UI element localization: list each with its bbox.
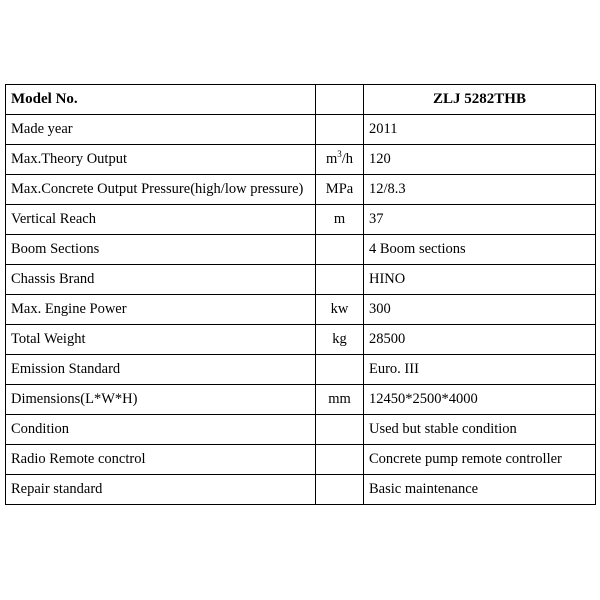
- unit-superscript: 3: [337, 149, 342, 160]
- row-label: Boom Sections: [6, 235, 316, 265]
- row-label: Total Weight: [6, 325, 316, 355]
- row-value: 12/8.3: [364, 175, 596, 205]
- table-row: [6, 415, 596, 445]
- row-label: Condition: [6, 415, 316, 445]
- row-value: 12450*2500*4000: [364, 385, 596, 415]
- row-unit: [316, 445, 364, 475]
- row-unit: [316, 355, 364, 385]
- table-row: [6, 325, 596, 355]
- specification-table-wrapper: [5, 84, 595, 505]
- row-label: Max. Engine Power: [6, 295, 316, 325]
- row-unit: [316, 265, 364, 295]
- row-unit: [316, 115, 364, 145]
- row-unit: kg: [316, 325, 364, 355]
- table-row: [6, 175, 596, 205]
- row-value: 4 Boom sections: [364, 235, 596, 265]
- row-unit: [316, 145, 364, 175]
- table-row: [6, 115, 596, 145]
- row-label: Vertical Reach: [6, 205, 316, 235]
- row-label: Chassis Brand: [6, 265, 316, 295]
- header-label-cell: Model No.: [6, 85, 316, 115]
- row-label: Made year: [6, 115, 316, 145]
- table-row: [6, 385, 596, 415]
- row-label: Emission Standard: [6, 355, 316, 385]
- row-unit: MPa: [316, 175, 364, 205]
- row-value: Concrete pump remote controller: [364, 445, 596, 475]
- row-value: 120: [364, 145, 596, 175]
- row-label: Repair standard: [6, 475, 316, 505]
- row-value: Used but stable condition: [364, 415, 596, 445]
- row-unit: [316, 475, 364, 505]
- table-row: [6, 235, 596, 265]
- row-value: 2011: [364, 115, 596, 145]
- row-value: 28500: [364, 325, 596, 355]
- table-row: [6, 295, 596, 325]
- table-row: [6, 205, 596, 235]
- row-label: Dimensions(L*W*H): [6, 385, 316, 415]
- row-label: Max.Concrete Output Pressure(high/low pressure): [6, 175, 316, 205]
- row-value: Basic maintenance: [364, 475, 596, 505]
- row-value: Euro. III: [364, 355, 596, 385]
- table-body: [6, 85, 596, 505]
- row-value: 300: [364, 295, 596, 325]
- row-unit: mm: [316, 385, 364, 415]
- table-row: [6, 145, 596, 175]
- header-value-cell: ZLJ 5282THB: [364, 85, 596, 115]
- row-label: Max.Theory Output: [6, 145, 316, 175]
- row-value: 37: [364, 205, 596, 235]
- row-label: Radio Remote conctrol: [6, 445, 316, 475]
- table-row: [6, 475, 596, 505]
- row-unit: kw: [316, 295, 364, 325]
- table-row: [6, 265, 596, 295]
- table-row: [6, 355, 596, 385]
- row-unit: m: [316, 205, 364, 235]
- table-row: [6, 445, 596, 475]
- unit-base: m: [325, 151, 338, 167]
- row-unit: [316, 415, 364, 445]
- header-unit-cell: [316, 85, 364, 115]
- table-header-row: [6, 85, 596, 115]
- unit-tail: /h: [341, 151, 354, 167]
- specification-table: [5, 84, 596, 505]
- row-value: HINO: [364, 265, 596, 295]
- row-unit: [316, 235, 364, 265]
